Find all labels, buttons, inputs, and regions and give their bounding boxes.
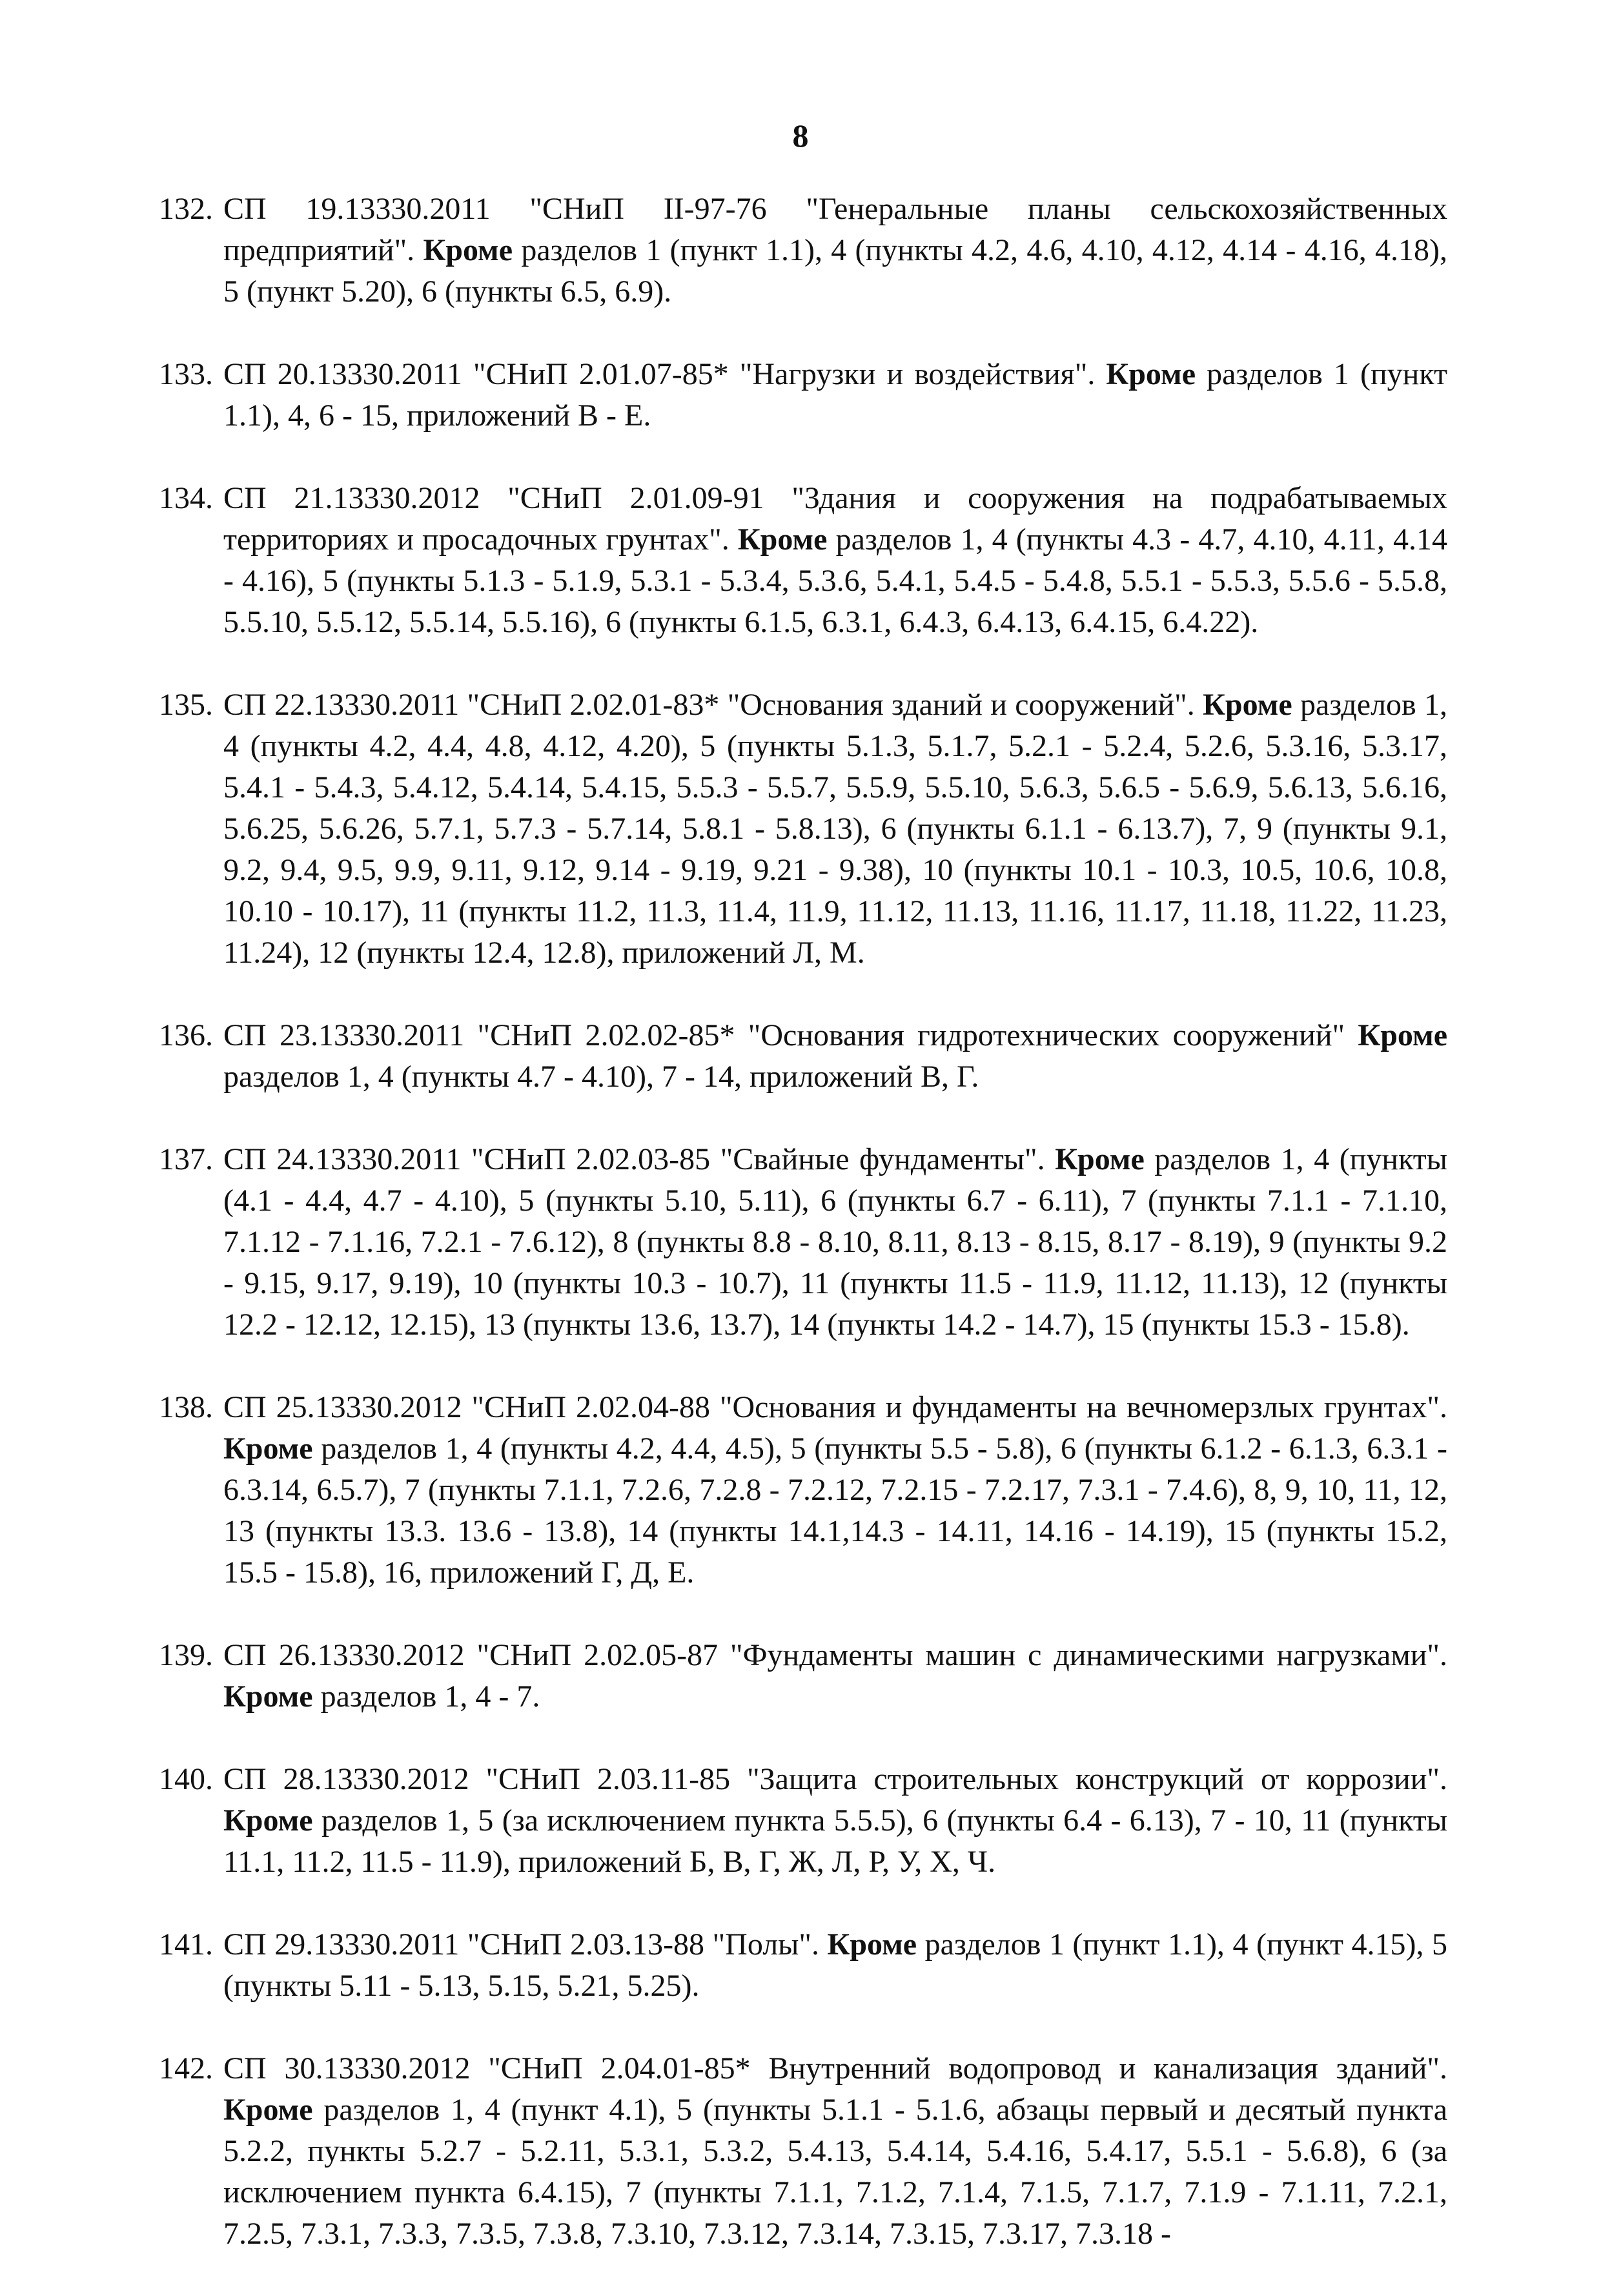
- item-keyword: Кроме: [223, 1679, 313, 1714]
- item-number: 141.: [159, 1927, 213, 1962]
- item-text-rest: разделов 1, 4 (пункты 4.7 - 4.10), 7 - 14, приложений В, Г.: [223, 1060, 979, 1094]
- item-keyword: Кроме: [827, 1927, 917, 1962]
- item-number: 140.: [159, 1762, 213, 1796]
- item-text-rest: разделов 1, 4 - 7.: [312, 1679, 540, 1714]
- item-text: СП 26.13330.2012 "СНиП 2.02.05-87 "Фундаменты машин с динамическими нагрузками".: [223, 1638, 1447, 1672]
- item-number: 132.: [159, 192, 213, 226]
- list-item: [159, 1015, 1447, 1098]
- item-keyword: Кроме: [423, 233, 513, 267]
- item-text: СП 20.13330.2011 "СНиП 2.01.07-85* "Нагрузки и воздействия".: [223, 357, 1106, 391]
- list-item: [159, 1635, 1447, 1717]
- item-text: СП 19.13330.2011 "СНиП II-97-76 "Генеральные планы сельскохозяйственных предприятий".: [223, 192, 1447, 267]
- list-item: [159, 354, 1447, 436]
- item-number: 142.: [159, 2051, 213, 2086]
- item-text: СП 28.13330.2012 "СНиП 2.03.11-85 "Защита строительных конструкций от коррозии".: [223, 1762, 1447, 1796]
- item-keyword: Кроме: [1106, 357, 1196, 391]
- item-text: СП 29.13330.2011 "СНиП 2.03.13-88 "Полы".: [223, 1927, 828, 1962]
- item-number: 134.: [159, 481, 213, 515]
- list-item: [159, 1924, 1447, 2007]
- item-text: СП 21.13330.2012 "СНиП 2.01.09-91 "Здания и сооружения на подрабатываемых территориях и просадочных грунтах".: [223, 481, 1447, 557]
- list-item: [159, 1387, 1447, 1594]
- item-text-rest: разделов 1, 5 (за исключением пункта 5.5.5), 6 (пункты 6.4 - 6.13), 7 - 10, 11 (пункты 11.1, 11.2, 11.5 - 11.9), приложений Б, В, Г, Ж, Л, Р, У, Х, Ч.: [223, 1803, 1447, 1879]
- list-item: [159, 1139, 1447, 1346]
- item-keyword: Кроме: [223, 2093, 313, 2127]
- list-item: [159, 1759, 1447, 1883]
- item-text-rest: разделов 1, 4 (пункты 4.2, 4.4, 4.5), 5 (пункты 5.5 - 5.8), 6 (пункты 6.1.2 - 6.1.3, 6.3.1 - 6.3.14, 6.5.7), 7 (пункты 7.1.1, 7.2.6, 7.2.8 - 7.2.12, 7.2.15 - 7.2.17, 7.3.1 - 7.4.6), 8, 9, 10, 11, 12, 13 (пункты 13.3. 13.6 - 13.8), 14 (пункты 14.1,14.3 - 14.11, 14.16 - 14.19), 15 (пункты 15.2, 15.5 - 15.8), 16, приложений Г, Д, Е.: [223, 1431, 1447, 1590]
- item-text-rest: разделов 1 (пункт 1.1), 4 (пункт 4.15), 5 (пункты 5.11 - 5.13, 5.15, 5.21, 5.25).: [223, 1927, 1447, 2003]
- item-text: СП 22.13330.2011 "СНиП 2.02.01-83* "Основания зданий и сооружений".: [223, 688, 1203, 722]
- item-text-rest: разделов 1, 4 (пункты (4.1 - 4.4, 4.7 - 4.10), 5 (пункты 5.10, 5.11), 6 (пункты 6.7 - 6.11), 7 (пункты 7.1.1 - 7.1.10, 7.1.12 - 7.1.16, 7.2.1 - 7.6.12), 8 (пункты 8.8 - 8.10, 8.11, 8.13 - 8.15, 8.17 - 8.19), 9 (пункты 9.2 - 9.15, 9.17, 9.19), 10 (пункты 10.3 - 10.7), 11 (пункты 11.5 - 11.9, 11.12, 11.13), 12 (пункты 12.2 - 12.12, 12.15), 13 (пункты 13.6, 13.7), 14 (пункты 14.2 - 14.7), 15 (пункты 15.3 - 15.8).: [223, 1142, 1448, 1342]
- page-number: 8: [792, 118, 809, 154]
- list-item: [159, 684, 1447, 974]
- item-number: 135.: [159, 688, 213, 722]
- item-text: СП 24.13330.2011 "СНиП 2.02.03-85 "Свайные фундаменты".: [223, 1142, 1055, 1176]
- item-number: 137.: [159, 1142, 213, 1176]
- list-item: [159, 189, 1447, 313]
- item-keyword: Кроме: [223, 1431, 313, 1466]
- item-text: СП 25.13330.2012 "СНиП 2.02.04-88 "Основания и фундаменты на вечномерзлых грунтах".: [223, 1390, 1447, 1424]
- item-keyword: Кроме: [1203, 688, 1292, 722]
- standards-list: [159, 189, 1447, 2296]
- item-text: СП 23.13330.2011 "СНиП 2.02.02-85* "Основания гидротехнических сооружений": [223, 1018, 1358, 1052]
- item-keyword: Кроме: [1055, 1142, 1145, 1176]
- item-text-rest: разделов 1, 4 (пункты 4.2, 4.4, 4.8, 4.12, 4.20), 5 (пункты 5.1.3, 5.1.7, 5.2.1 - 5.2.4, 5.2.6, 5.3.16, 5.3.17, 5.4.1 - 5.4.3, 5.4.12, 5.4.14, 5.4.15, 5.5.3 - 5.5.7, 5.5.9, 5.5.10, 5.6.3, 5.6.5 - 5.6.9, 5.6.13, 5.6.16, 5.6.25, 5.6.26, 5.7.1, 5.7.3 - 5.7.14, 5.8.1 - 5.8.13), 6 (пункты 6.1.1 - 6.13.7), 7, 9 (пункты 9.1, 9.2, 9.4, 9.5, 9.9, 9.11, 9.12, 9.14 - 9.19, 9.21 - 9.38), 10 (пункты 10.1 - 10.3, 10.5, 10.6, 10.8, 10.10 - 10.17), 11 (пункты 11.2, 11.3, 11.4, 11.9, 11.12, 11.13, 11.16, 11.17, 11.18, 11.22, 11.23, 11.24), 12 (пункты 12.4, 12.8), приложений Л, М.: [223, 688, 1447, 970]
- list-item: [159, 2048, 1447, 2255]
- item-text: СП 30.13330.2012 "СНиП 2.04.01-85* Внутренний водопровод и канализация зданий".: [223, 2051, 1447, 2086]
- item-keyword: Кроме: [737, 522, 828, 557]
- item-number: 136.: [159, 1018, 213, 1052]
- item-number: 133.: [159, 357, 213, 391]
- item-number: 139.: [159, 1638, 213, 1672]
- item-text-rest: разделов 1, 4 (пункт 4.1), 5 (пункты 5.1.1 - 5.1.6, абзацы первый и десятый пункта 5.2.2, пункты 5.2.7 - 5.2.11, 5.3.1, 5.3.2, 5.4.13, 5.4.14, 5.4.16, 5.4.17, 5.5.1 - 5.6.8), 6 (за исключением пункта 6.4.15), 7 (пункты 7.1.1, 7.1.2, 7.1.4, 7.1.5, 7.1.7, 7.1.9 - 7.1.11, 7.2.1, 7.2.5, 7.3.1, 7.3.3, 7.3.5, 7.3.8, 7.3.10, 7.3.12, 7.3.14, 7.3.15, 7.3.17, 7.3.18 -: [223, 2093, 1447, 2251]
- list-item: [159, 478, 1447, 643]
- item-text-rest: разделов 1 (пункт 1.1), 4 (пункты 4.2, 4.6, 4.10, 4.12, 4.14 - 4.16, 4.18), 5 (пункт 5.20), 6 (пункты 6.5, 6.9).: [223, 233, 1447, 309]
- item-keyword: Кроме: [1358, 1018, 1447, 1052]
- item-text-rest: разделов 1 (пункт 1.1), 4, 6 - 15, приложений В - Е.: [223, 357, 1447, 433]
- item-keyword: Кроме: [223, 1803, 313, 1838]
- item-number: 138.: [159, 1390, 213, 1424]
- item-text-rest: разделов 1, 4 (пункты 4.3 - 4.7, 4.10, 4.11, 4.14 - 4.16), 5 (пункты 5.1.3 - 5.1.9, 5.3.1 - 5.3.4, 5.3.6, 5.4.1, 5.4.5 - 5.4.8, 5.5.1 - 5.5.3, 5.5.6 - 5.5.8, 5.5.10, 5.5.12, 5.5.14, 5.5.16), 6 (пункты 6.1.5, 6.3.1, 6.4.3, 6.4.13, 6.4.15, 6.4.22).: [223, 522, 1447, 639]
